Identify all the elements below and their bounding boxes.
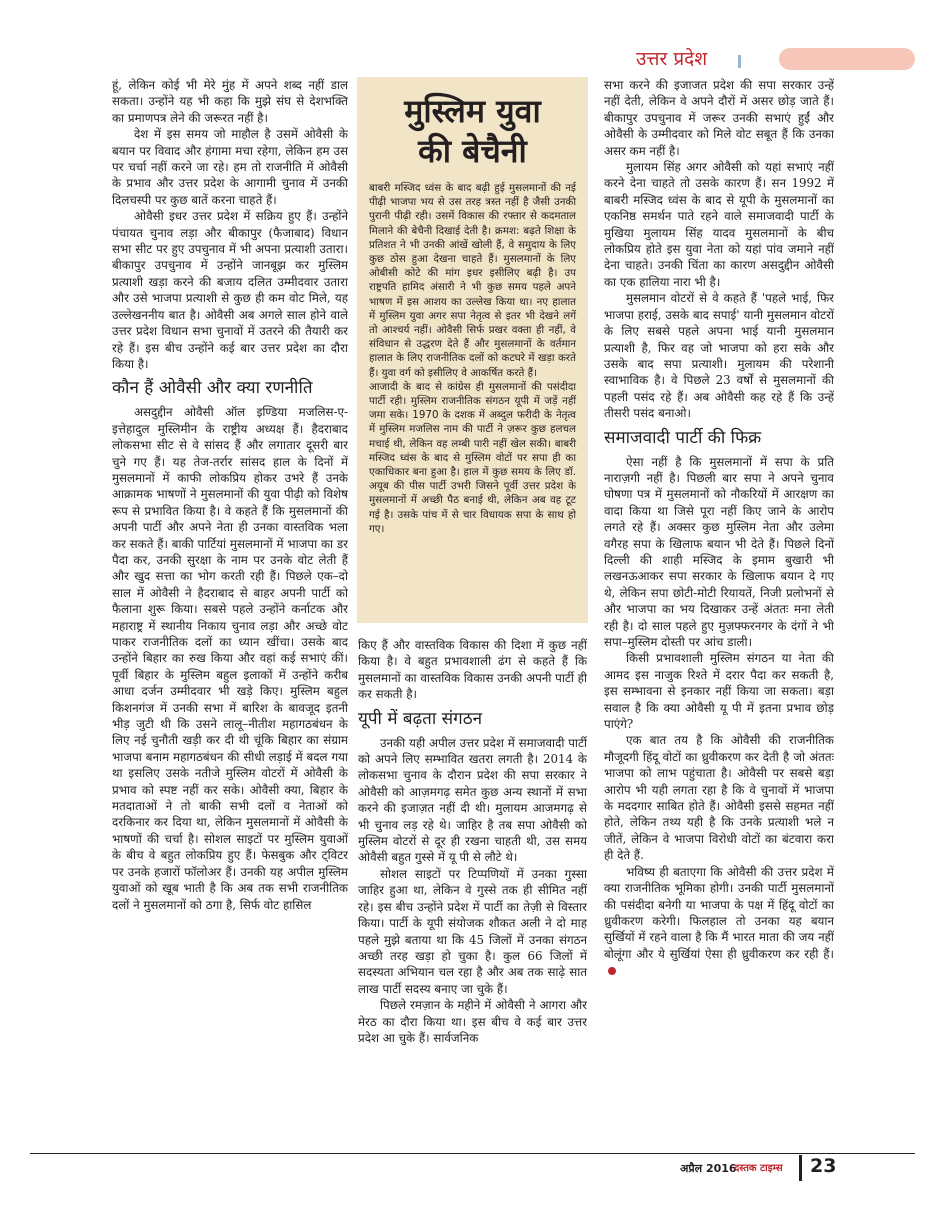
article-column-1 — [112, 77, 348, 1139]
paragraph — [604, 864, 834, 979]
paragraph: पिछले रमज़ान के महीने में ओवैसी ने आगरा और मेरठ का दौरा किया था। इस बीच वे कई बार उत्तर प्रदेश आ चुके हैं। सार्वजनिक — [358, 998, 587, 1045]
subheading: समाजवादी पार्टी की फिक्र — [604, 427, 762, 448]
sidebar-title — [357, 91, 588, 171]
paragraph: आजादी के बाद से कांग्रेस ही मुसलमानों की पसंदीदा पार्टी रही। मुस्लिम राजनीतिक संगठन यूपी में जड़ें नहीं जमा सके। 1970 के दशक में अब्दुल फरीदी के नेतृत्व में मुस्लिम मजलिस नाम की पार्टी ने ज़रूर कुछ हलचल मचाई थी, लेकिन वह लम्बी पारी नहीं खेल सकी। बाबरी मस्जिद ध्वंस के बाद से मुस्लिम वोटों पर सपा ही का एकाधिकार बना हुआ है। हाल में कुछ समय के लिए डॉ. अयूब की पीस पार्टी उभरी जिसने पूर्वी उत्तर प्रदेश के मुसलमानों में अच्छी पैठ बनाई थी, लेकिन अब वह टूट गई है। उसके पांच में से चार विधायक सपा के साथ हो गए। — [369, 380, 576, 535]
paragraph: एक बात तय है कि ओवैसी की राजनीतिक मौजूदगी हिंदू वोटों का ध्रुवीकरण कर देती है जो अंततः भाजपा को लाभ पहुंचाता है। ओवैसी पर सबसे बड़ा आरोप भी यही लगता रहा है कि वे चुनावों में भाजपा के मददगार साबित होते हैं। ओवैसी इससे सहमत नहीं होते, लेकिन तथ्य यही है कि उनके प्रत्याशी भले न जीतें, लेकिन वे भाजपा विरोधी वोटों का बंटवारा करा ही देते हैं. — [604, 733, 834, 863]
sidebar-title-line-2: की बेचैनी — [418, 132, 527, 170]
subheading: कौन हैं ओवैसी और क्या रणनीति — [112, 378, 313, 399]
paragraph: किए हैं और वास्तविक विकास की दिशा में कुछ नहीं किया है। वे बहुत प्रभावशाली ढंग से कहते हैं कि मुसलमानों का वास्तविक विकास उनकी अपनी पार्टी ही कर सकती है। — [358, 638, 587, 702]
magazine-logo: दस्तक टाइम्स — [734, 1163, 783, 1174]
paragraph: उनकी यही अपील उत्तर प्रदेश में समाजवादी पार्टी को अपने लिए सम्भावित खतरा लगती है। 2014 के लोकसभा चुनाव के दौरान प्रदेश की सपा सरकार ने ओवैसी को आज़मगढ़ समेत कुछ अन्य स्थानों में सभा करने की इजाज़त नहीं दी थी। मुलायम आजमगढ़ से भी चुनाव लड़ रहे थे। जाहिर है तब सपा ओवैसी को मुस्लिम वोटरों से दूर ही रखना चाहती थी, उस समय ओवैसी बहुत गुस्से में यू पी से लौटे थे। — [358, 735, 587, 865]
section-label: उत्तर प्रदेश — [636, 48, 708, 70]
issue-date: अप्रैल 2016 — [680, 1162, 737, 1175]
footer-separator — [799, 1155, 802, 1181]
sidebar-box — [357, 77, 588, 623]
final-paragraph-text: भविष्य ही बताएगा कि ओवैसी की उत्तर प्रदेश में क्या राजनीतिक भूमिका होगी। उनकी पार्टी मुसलमानों की पसंदीदा बनेगी या भाजपा के पक्ष में हिंदू वोटों का ध्रुवीकरण करेगी। फिलहाल तो उनका यह बयान सुर्खियों में रहने वाला है कि मैं भारत माता की जय नहीं बोलूंगा और ये सुर्खियां ऐसा ही ध्रुवीकरण कर रही हैं। — [604, 864, 834, 961]
section-divider — [738, 55, 741, 68]
paragraph: मुलायम सिंह अगर ओवैसी को यहां सभाएं नहीं करने देना चाहते तो उसके कारण हैं। सन 1992 में बाबरी मस्जिद ध्वंस के बाद से यूपी के मुसलमानों का एकनिष्ठ समर्थन पाते रहने वाले समाजवादी पार्टी के मुखिया मुलायम सिंह यादव मुसलमानों के बीच लोकप्रिय होते इस युवा नेता को यहां पांव जमाने नहीं देना चाहते। उनकी चिंता का कारण असदुद्दीन ओवैसी का एक हालिया नारा भी है। — [604, 160, 834, 289]
article-column-3 — [604, 77, 834, 1139]
paragraph: देश में इस समय जो माहौल है उसमें ओवैसी के बयान पर विवाद और हंगामा मचा रहेगा, लेकिन हम उस पर चर्चा नहीं करने जा रहे। हम तो राजनीति में ओवैसी के प्रभाव और उत्तर प्रदेश के आगामी चुनाव में उनकी दिलचस्पी पर कुछ बातें करना चाहते हैं। — [112, 127, 348, 207]
paragraph: असदुद्दीन ओवैसी ऑल इण्डिया मजलिस-ए-इत्तेहादुल मुस्लिमीन के राष्ट्रीय अध्यक्ष हैं। हैदराबाद लोकसभा सीट से वे सांसद हैं और लगातार दूसरी बार चुने गए हैं। यह तेज-तर्रार सांसद हाल के दिनों में मुसलमानों में काफी लोकप्रिय होकर उभरे हैं उनके आक्रामक भाषणों ने मुसलमानों की युवा पीढ़ी को विशेष रूप से प्रभावित किया है। वे कहते हैं कि मुसलमानों की अपनी पार्टी और अपने नेता ही उनका वास्तविक भला कर सकते हैं। बाकी पार्टियां मुसलमानों में भाजपा का डर पैदा कर, उनकी सुरक्षा के नाम पर उनके वोट लेती हैं और खुद सत्ता का भोग करती रही हैं। पिछले एक–दो साल में ओवैसी ने हैदराबाद से बाहर अपनी पार्टी को फैलाना शुरू किया। सबसे पहले उन्होंने कर्नाटक और महाराष्ट्र में स्थानीय निकाय चुनाव लड़ा और अच्छे वोट पाकर राजनीतिक दलों का ध्यान खींचा। उसके बाद उन्होंने बिहार का रुख किया और वहां कई सभाएं कीं। पूर्वी बिहार के मुस्लिम बहुल इलाकों में उन्होंने करीब आधा दर्जन उम्मीदवार भी खड़े किए। मुस्लिम बहुल किशनगंज में उनकी सभा में बारिश के बावजूद इतनी भीड़ जुटी थी कि उसने लालू–नीतीश महागठबंधन के लिए नई चुनौती खड़ी कर दी थी चूंकि बिहार का संग्राम भाजपा बनाम महागठबंधन की सीधी लड़ाई में बदल गया था इसलिए उसके नतीजे मुस्लिम वोटरों में ओवैसी के प्रभाव को स्पष्ट नहीं कर सके। ओवैसी क्या, बिहार के मतदाताओं ने तो बाकी सभी दलों व नेताओं को दरकिनार कर दिया था, लेकिन मुसलमानों में ओवैसी के भाषणों की चर्चा है। सोशल साइटों पर मुस्लिम युवाओं के बीच वे बहुत लोकप्रिय हुए हैं। फेसबुक और ट्विटर पर उनके हजारों फॉलोअर हैं। उनकी यह अपील मुस्लिम युवाओं को खूब भाती है कि अब तक सभी राजनीतिक दलों ने मुसलमानों को ठगा है, सिर्फ वोट हासिल — [112, 405, 348, 912]
end-mark-icon — [608, 967, 616, 975]
paragraph: ऐसा नहीं है कि मुसलमानों में सपा के प्रति नाराज़गी नहीं है। पिछली बार सपा ने अपने चुनाव घोषणा पत्र में मुसलमानों को नौकरियों में आरक्षण का वादा किया था जिसे पूरा नहीं किए जाने के आरोप लगते रहे हैं। अक्सर कुछ मुस्लिम नेता और उलेमा वगैरह सपा के खिलाफ बयान भी देते हैं। पिछले दिनों दिल्ली की शाही मस्जिद के इमाम बुखारी भी लखनऊआकर सपा सरकार के खिलाफ बयान दे गए थे, लेकिन सपा छोटी-मोटी रियायतें, निजी प्रलोभनों से और भाजपा का भय दिखाकर उन्हें अंततः मना लेती रही है। दो साल पहले हुए मुज़फ्फरनगर के दंगों ने भी सपा–मुस्लिम दोस्ती पर आंच डाली। — [604, 454, 834, 649]
paragraph: मुसलमान वोटरों से वे कहते हैं 'पहले भाई, फिर भाजपा हराई, उसके बाद सपाई' यानी मुसलमान वोटरों के लिए सबसे पहले अपना भाई यानी मुसलमान प्रत्याशी है, फिर वह जो भाजपा को हरा सके और उसके बाद सपा प्रत्याशी। मुलायम की परेशानी स्वाभाविक है। वे पिछले 23 वर्षों से मुसलमानों की पहली पसंद रहे हैं। अब ओवैसी कह रहे हैं कि उन्हें तीसरी पसंद बनाओ। — [604, 291, 834, 421]
sidebar-title-line-1: मुस्लिम युवा — [404, 92, 541, 130]
paragraph: ओवैसी इधर उत्तर प्रदेश में सक्रिय हुए हैं। उन्होंने पंचायत चुनाव लड़ा और बीकापुर (फैजाबाद) विधान सभा सीट पर हुए उपचुनाव में भी अपना प्रत्याशी उतारा। बीकापुर उपचुनाव में उन्होंने जानबूझ कर मुस्लिम प्रत्याशी खड़ा करने की बजाय दलित उम्मीदवार उतारा और उसे भाजपा प्रत्याशी से कुछ ही कम वोट मिले, यह उल्लेखननीय बात है। ओवैसी अब अगले साल होने वाले उत्तर प्रदेश विधान सभा चुनावों में उतरने की तैयारी कर रहे हैं। इस बीच उन्होंने कई बार उत्तर प्रदेश का दौरा किया है। — [112, 209, 348, 371]
paragraph: किसी प्रभावशाली मुस्लिम संगठन या नेता की आमद इस नाजुक रिश्ते में दरार पैदा कर सकती है, इस सम्भावना से इनकार नहीं किया जा सकता। बड़ा सवाल है कि क्या ओवैसी यू पी में इतना प्रभाव छोड़ पाएंगे? — [604, 651, 834, 732]
subheading: यूपी में बढ़ता संगठन — [358, 708, 483, 729]
paragraph: बाबरी मस्जिद ध्वंस के बाद बढ़ी हुई मुसलमानों की नई पीढ़ी भाजपा भय से उस तरह त्रस्त नहीं है जैसी उनकी पुरानी पीढ़ी रही। उसमें विकास की रफ्तार से कदमताल मिलाने की बेचैनी दिखाई देती है। क्रमश: बढ़ते शिक्षा के प्रतिशत ने भी उनकी आंखें खोली हैं, वे समुदाय के लिए कुछ ठोस हुआ देखना चाहते हैं। मुसलमानों के लिए ओबीसी कोटे की मांग इधर इसीलिए बढ़ी है। उप राष्ट्रपति हामिद अंसारी ने भी कुछ समय पहले अपने भाषण में इस आशय का उल्लेख किया था। नए हालात में मुस्लिम युवा अगर सपा नेतृत्व से इतर भी देखने लगें तो आश्चर्य नहीं। ओवैसी सिर्फ प्रखर वक्ता ही नहीं, वे संविधान से उद्धरण देते हैं और मुसलमानों के वर्तमान हालात के लिए राजनीतिक दलों को कटघरे में खड़ा करते हैं। युवा वर्ग को इसीलिए वे आकर्षित करते हैं। — [369, 182, 576, 379]
paragraph: सभा करने की इजाजत प्रदेश की सपा सरकार उन्हें नहीं देती, लेकिन वे अपने दौरों में असर छोड़ जाते हैं। बीकापुर उपचुनाव में जरूर उनकी सभाएं हुईं और ओवैसी के उम्मीदवार को मिले वोट सबूत हैं कि उनका असर कम नहीं है। — [604, 78, 834, 158]
paragraph: हूं, लेकिन कोई भी मेरे मुंह में अपने शब्द नहीं डाल सकता। उन्होंने यह भी कहा कि मुझे संघ से देशभक्ति का प्रमाणपत्र लेने की जरूरत नहीं है। — [112, 78, 348, 125]
page-number: 23 — [810, 1155, 837, 1177]
footer-rule — [30, 1153, 915, 1154]
paragraph: सोशल साइटों पर टिप्पणियों में उनका गुस्सा जाहिर हुआ था, लेकिन वे गुस्से तक ही सीमित नहीं रहे। इस बीच उन्होंने प्रदेश में पार्टी का तेज़ी से विस्तार किया। पार्टी के यूपी संयोजक शौकत अली ने दो माह पहले मुझे बताया था कि 45 जिलों में उनका संगठन अच्छी तरह खड़ा हो चुका है। कुल 66 जिलों में सदस्यता अभियान चल रहा है और अब तक साढ़े सात लाख पार्टी सदस्य बनाए जा चुके हैं। — [358, 866, 587, 996]
article-column-2 — [358, 637, 587, 1137]
sidebar-body — [369, 181, 576, 536]
section-decoration — [779, 48, 915, 70]
